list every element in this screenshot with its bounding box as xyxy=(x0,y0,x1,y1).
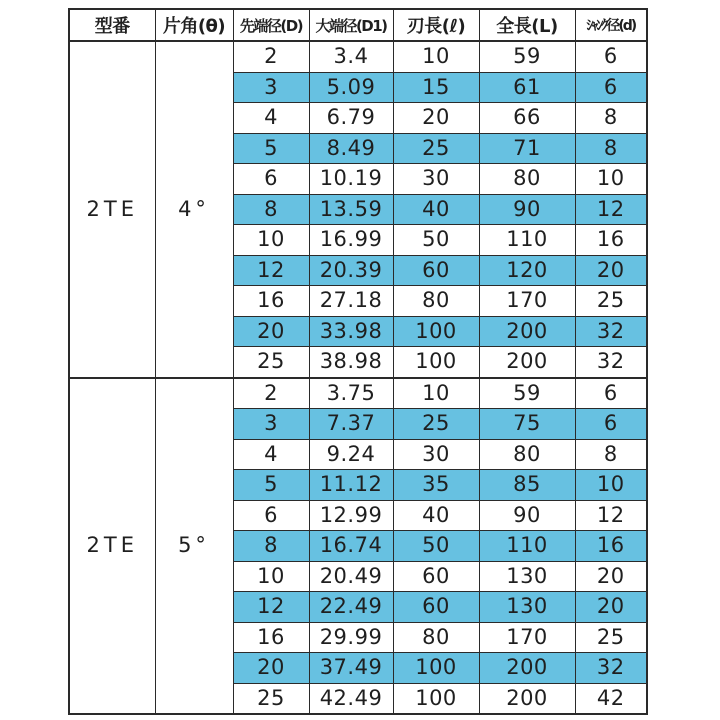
large-diameter-cell: 10.19 xyxy=(309,164,393,195)
large-diameter-cell: 3.75 xyxy=(309,378,393,409)
table-header xyxy=(69,9,647,41)
total-length-cell: 80 xyxy=(479,164,575,195)
large-diameter-cell: 3.4 xyxy=(309,41,393,72)
large-diameter-cell: 6.79 xyxy=(309,103,393,134)
large-diameter-cell: 11.12 xyxy=(309,470,393,501)
shank-diameter-cell: 20 xyxy=(575,255,647,286)
large-diameter-cell: 27.18 xyxy=(309,286,393,317)
blade-length-cell: 100 xyxy=(393,347,479,378)
shank-diameter-cell: 6 xyxy=(575,378,647,409)
blade-length-cell: 40 xyxy=(393,500,479,531)
blade-length-cell: 30 xyxy=(393,164,479,195)
tip-diameter-cell: 6 xyxy=(233,164,309,195)
total-length-cell: 170 xyxy=(479,622,575,653)
tip-diameter-cell: 10 xyxy=(233,561,309,592)
tip-diameter-cell: 5 xyxy=(233,470,309,501)
blade-length-cell: 20 xyxy=(393,103,479,134)
total-length-cell: 66 xyxy=(479,103,575,134)
total-length-cell: 110 xyxy=(479,531,575,562)
total-length-cell: 85 xyxy=(479,470,575,501)
tip-diameter-cell: 3 xyxy=(233,72,309,103)
model-cell: 2TE xyxy=(69,41,155,378)
large-diameter-cell: 5.09 xyxy=(309,72,393,103)
total-length-cell: 71 xyxy=(479,133,575,164)
blade-length-cell: 80 xyxy=(393,286,479,317)
large-diameter-cell: 22.49 xyxy=(309,592,393,623)
shank-diameter-cell: 42 xyxy=(575,683,647,714)
total-length-cell: 120 xyxy=(479,255,575,286)
blade-length-cell: 10 xyxy=(393,378,479,409)
tip-diameter-cell: 2 xyxy=(233,41,309,72)
tip-diameter-cell: 3 xyxy=(233,409,309,440)
tip-diameter-cell: 16 xyxy=(233,286,309,317)
total-length-cell: 200 xyxy=(479,316,575,347)
tip-diameter-cell: 25 xyxy=(233,347,309,378)
model-cell: 2TE xyxy=(69,378,155,715)
spec-table xyxy=(68,8,648,715)
shank-diameter-cell: 12 xyxy=(575,194,647,225)
shank-diameter-cell: 20 xyxy=(575,592,647,623)
shank-diameter-cell: 32 xyxy=(575,316,647,347)
tip-diameter-cell: 6 xyxy=(233,500,309,531)
shank-diameter-cell: 25 xyxy=(575,622,647,653)
angle-cell: 5° xyxy=(155,378,233,715)
total-length-cell: 59 xyxy=(479,41,575,72)
total-length-cell: 130 xyxy=(479,592,575,623)
header-total-length: 全長(L) xyxy=(479,9,575,41)
tip-diameter-cell: 20 xyxy=(233,653,309,684)
large-diameter-cell: 37.49 xyxy=(309,653,393,684)
large-diameter-cell: 13.59 xyxy=(309,194,393,225)
large-diameter-cell: 42.49 xyxy=(309,683,393,714)
blade-length-cell: 60 xyxy=(393,255,479,286)
tip-diameter-cell: 5 xyxy=(233,133,309,164)
blade-length-cell: 10 xyxy=(393,41,479,72)
blade-length-cell: 100 xyxy=(393,316,479,347)
header-angle: 片角(θ) xyxy=(155,9,233,41)
total-length-cell: 200 xyxy=(479,347,575,378)
tip-diameter-cell: 12 xyxy=(233,592,309,623)
shank-diameter-cell: 10 xyxy=(575,470,647,501)
total-length-cell: 200 xyxy=(479,683,575,714)
tip-diameter-cell: 8 xyxy=(233,531,309,562)
shank-diameter-cell: 12 xyxy=(575,500,647,531)
large-diameter-cell: 12.99 xyxy=(309,500,393,531)
shank-diameter-cell: 8 xyxy=(575,133,647,164)
header-shank-diameter: ｼｬﾝｸ径(d) xyxy=(575,9,647,41)
total-length-cell: 110 xyxy=(479,225,575,256)
tip-diameter-cell: 12 xyxy=(233,255,309,286)
large-diameter-cell: 33.98 xyxy=(309,316,393,347)
blade-length-cell: 25 xyxy=(393,133,479,164)
total-length-cell: 80 xyxy=(479,439,575,470)
header-large-diameter: 大端径(D1) xyxy=(309,9,393,41)
table-body xyxy=(69,41,647,714)
tip-diameter-cell: 25 xyxy=(233,683,309,714)
large-diameter-cell: 20.39 xyxy=(309,255,393,286)
total-length-cell: 90 xyxy=(479,500,575,531)
blade-length-cell: 25 xyxy=(393,409,479,440)
blade-length-cell: 30 xyxy=(393,439,479,470)
total-length-cell: 90 xyxy=(479,194,575,225)
table-row xyxy=(69,378,647,409)
large-diameter-cell: 7.37 xyxy=(309,409,393,440)
shank-diameter-cell: 6 xyxy=(575,409,647,440)
header-blade-length: 刃長(ℓ) xyxy=(393,9,479,41)
blade-length-cell: 100 xyxy=(393,683,479,714)
blade-length-cell: 15 xyxy=(393,72,479,103)
large-diameter-cell: 20.49 xyxy=(309,561,393,592)
shank-diameter-cell: 8 xyxy=(575,103,647,134)
large-diameter-cell: 8.49 xyxy=(309,133,393,164)
blade-length-cell: 80 xyxy=(393,622,479,653)
shank-diameter-cell: 32 xyxy=(575,347,647,378)
total-length-cell: 130 xyxy=(479,561,575,592)
total-length-cell: 75 xyxy=(479,409,575,440)
shank-diameter-cell: 25 xyxy=(575,286,647,317)
shank-diameter-cell: 6 xyxy=(575,41,647,72)
angle-cell: 4° xyxy=(155,41,233,378)
shank-diameter-cell: 10 xyxy=(575,164,647,195)
shank-diameter-cell: 20 xyxy=(575,561,647,592)
shank-diameter-cell: 16 xyxy=(575,225,647,256)
shank-diameter-cell: 6 xyxy=(575,72,647,103)
blade-length-cell: 35 xyxy=(393,470,479,501)
tip-diameter-cell: 4 xyxy=(233,439,309,470)
tip-diameter-cell: 4 xyxy=(233,103,309,134)
tip-diameter-cell: 8 xyxy=(233,194,309,225)
blade-length-cell: 100 xyxy=(393,653,479,684)
tip-diameter-cell: 10 xyxy=(233,225,309,256)
total-length-cell: 170 xyxy=(479,286,575,317)
blade-length-cell: 50 xyxy=(393,225,479,256)
tip-diameter-cell: 20 xyxy=(233,316,309,347)
shank-diameter-cell: 32 xyxy=(575,653,647,684)
large-diameter-cell: 16.74 xyxy=(309,531,393,562)
tip-diameter-cell: 2 xyxy=(233,378,309,409)
blade-length-cell: 60 xyxy=(393,592,479,623)
table-row xyxy=(69,41,647,72)
total-length-cell: 61 xyxy=(479,72,575,103)
shank-diameter-cell: 16 xyxy=(575,531,647,562)
blade-length-cell: 40 xyxy=(393,194,479,225)
large-diameter-cell: 9.24 xyxy=(309,439,393,470)
header-row xyxy=(69,9,647,41)
large-diameter-cell: 29.99 xyxy=(309,622,393,653)
header-model: 型番 xyxy=(69,9,155,41)
blade-length-cell: 50 xyxy=(393,531,479,562)
large-diameter-cell: 38.98 xyxy=(309,347,393,378)
total-length-cell: 200 xyxy=(479,653,575,684)
total-length-cell: 59 xyxy=(479,378,575,409)
header-tip-diameter: 先端径(D) xyxy=(233,9,309,41)
tip-diameter-cell: 16 xyxy=(233,622,309,653)
blade-length-cell: 60 xyxy=(393,561,479,592)
shank-diameter-cell: 8 xyxy=(575,439,647,470)
large-diameter-cell: 16.99 xyxy=(309,225,393,256)
